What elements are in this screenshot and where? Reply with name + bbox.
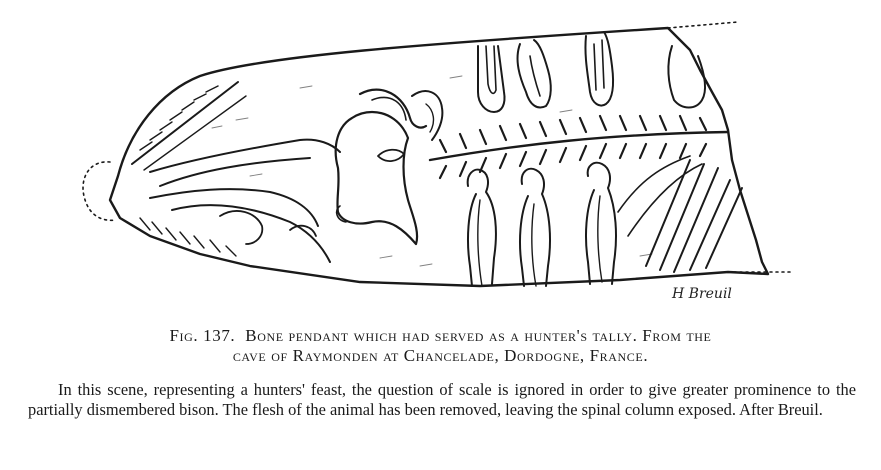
figure-description: In this scene, representing a hunters' feast, the question of scale is ignored in order to give greater prominence to the partially dismembered bison. The flesh of the animal has been removed, leaving the spinal column exposed. After Breuil.: [28, 380, 856, 419]
figure-number: Fig. 137.: [169, 326, 236, 345]
dotted-suspension-hole: [83, 162, 116, 220]
bison-head: [336, 112, 417, 244]
figure-caption: [0, 326, 881, 366]
dotted-edge-top: [668, 22, 738, 28]
spinal-column: [430, 132, 728, 160]
artist-signature: H Breuil: [672, 286, 732, 302]
caption-title-line1: Bone pendant which had served as a hunter's tally. From the: [245, 326, 712, 345]
caption-title-line2: cave of Raymonden at Chancelade, Dordogne, France.: [232, 346, 649, 365]
